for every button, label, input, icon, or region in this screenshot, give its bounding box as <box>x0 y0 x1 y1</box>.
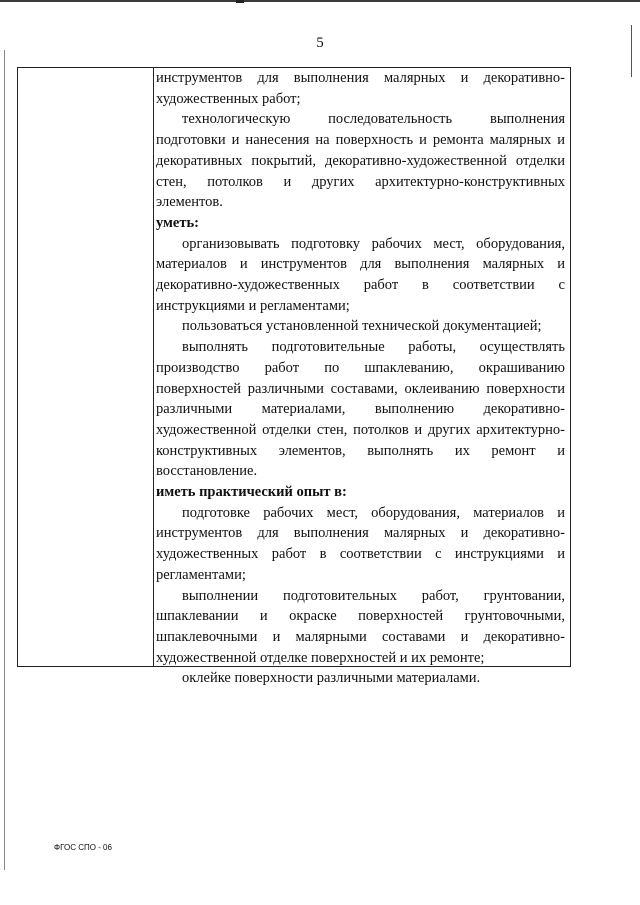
paragraph: оклейке поверхности различными материалами. <box>182 670 481 687</box>
paragraph: подготовке рабочих мест, оборудования, материалов и инструментов для выполнения малярных и декоративно-художественных работ в соответствии с инструкциями и регламентами; <box>156 504 565 583</box>
footer-document-code: ФГОС СПО - 06 <box>54 843 112 852</box>
table-column-divider <box>153 68 154 666</box>
table-right-cell <box>156 68 565 689</box>
scan-edge-line <box>4 50 5 870</box>
page-top-border <box>0 0 640 2</box>
paragraph: инструментов для выполнения малярных и декоративно-художественных работ; <box>156 70 565 107</box>
section-heading: иметь практический опыт в: <box>156 484 347 501</box>
paragraph: пользоваться установленной технической документацией; <box>182 318 542 335</box>
section-heading: уметь: <box>156 214 199 231</box>
paragraph: технологическую последовательность выполнения подготовки и нанесения на поверхность и ремонта малярных и декоративных покрытий, декоративно-художественной отделки стен, потолков и других архитектурно-конструктивных элементов. <box>156 111 565 211</box>
content-table <box>17 67 571 687</box>
paragraph: выполнении подготовительных работ, грунтовании, шпаклевании и окраске поверхностей грунтовочными, шпаклевочными и малярными составами и декоративно-художественной отделке поверхностей и их ремонте; <box>156 587 565 666</box>
paragraph: организовывать подготовку рабочих мест, оборудования, материалов и инструментов для выполнения малярных и декоративно-художественных работ в соответствии с инструкциями и регламентами; <box>156 235 565 314</box>
page-number: 5 <box>316 35 324 51</box>
paragraph: выполнять подготовительные работы, осуществлять производство работ по шпаклеванию, окрашиванию поверхностей различными составами, оклеиванию поверхности различными материалами, выполнению декоративно-художественной отделки стен, потолков и других архитектурно-конструктивных элементов, выполнять их ремонт и восстановление. <box>156 339 565 480</box>
scan-mark <box>236 0 244 3</box>
